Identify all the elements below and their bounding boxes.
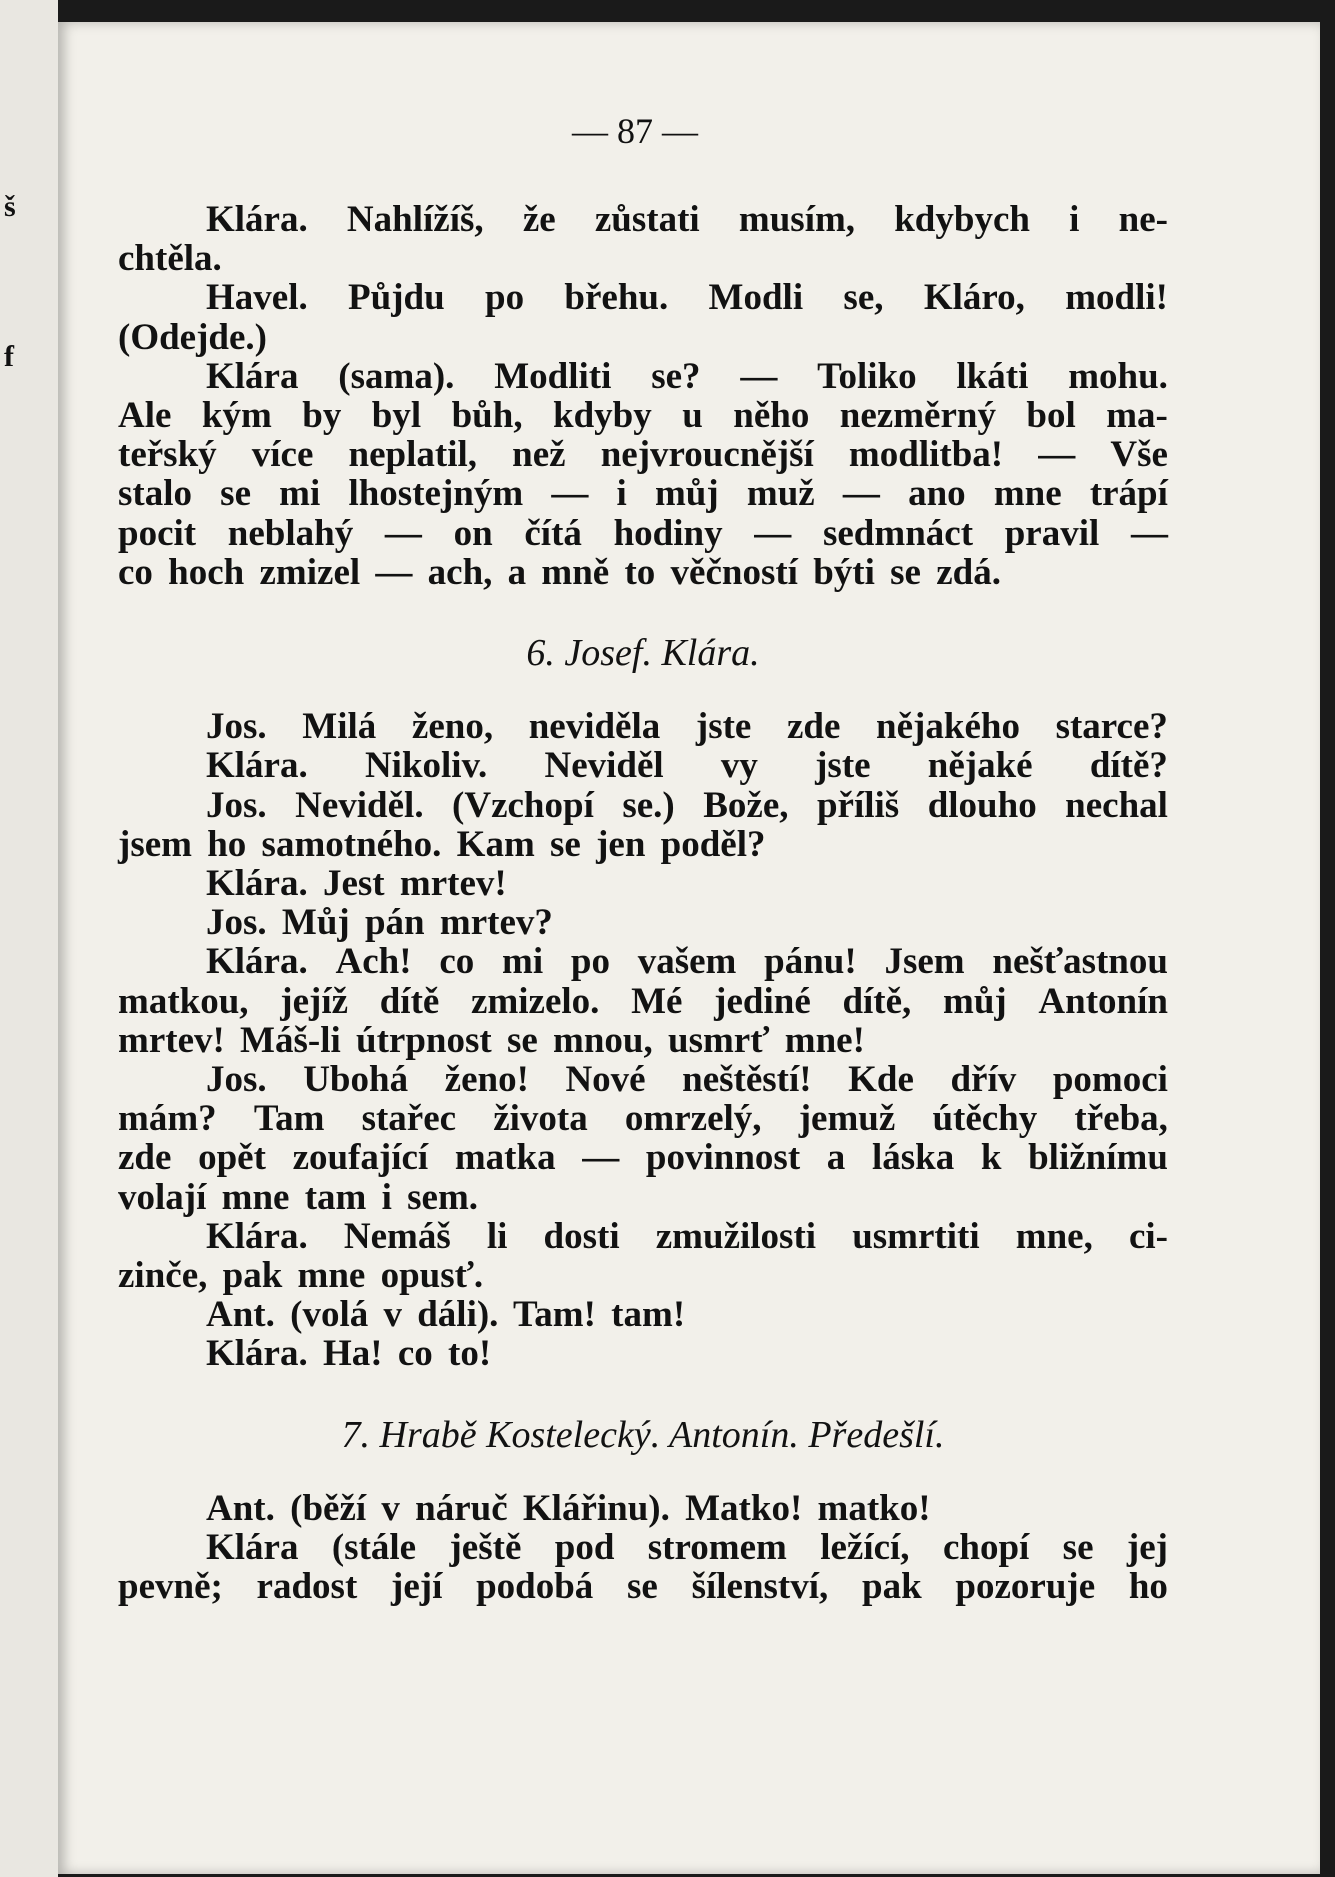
dialogue-block xyxy=(118,707,1168,1373)
text-line: volají mne tam i sem. xyxy=(118,1176,479,1218)
dialogue-block xyxy=(118,1489,1168,1607)
text-line: chtěla. xyxy=(118,238,222,280)
text-line: Klára. Nahlížíš, že zůstati musím, kdybych i ne- xyxy=(206,199,1168,240)
text-line: Klára. Nemáš li dosti zmužilosti usmrtiti mne, ci- xyxy=(206,1215,1168,1257)
text-line: Jos. Milá ženo, neviděla jste zde nějakého starce? xyxy=(206,706,1168,748)
text-line: Klára (sama). Modliti se? — Toliko lkáti mohu. xyxy=(206,355,1168,397)
text-line: pocit neblahý — on čítá hodiny — sedmnáct pravil — xyxy=(118,512,1168,554)
text-line: Klára (stále ještě pod stromem ležící, chopí se jej xyxy=(206,1527,1168,1569)
page-number: — 87 — xyxy=(572,111,698,151)
text-line: (Odejde.) xyxy=(118,316,267,358)
text-line: teřský více neplatil, než nejvroucnější modlitba! — Vše xyxy=(118,434,1168,476)
text-line: mám? Tam stařec života omrzelý, jemuž útěchy třeba, xyxy=(118,1098,1168,1140)
text-line: Jos. Můj pán mrtev? xyxy=(206,902,553,944)
text-line: co hoch zmizel — ach, a mně to věčností býti se zdá. xyxy=(118,551,1001,593)
text-line: pevně; radost její podobá se šílenství, pak pozoruje ho xyxy=(118,1566,1168,1608)
text-line: Klára. Nikoliv. Neviděl vy jste nějaké dítě? xyxy=(206,745,1168,787)
text-line: Jos. Neviděl. (Vzchopí se.) Bože, příliš dlouho nechal xyxy=(206,784,1168,826)
page-text xyxy=(118,200,1168,1607)
text-line: Klára. Ha! co to! xyxy=(206,1333,492,1375)
margin-mark: š xyxy=(4,190,16,223)
left-page-edge xyxy=(0,0,58,1877)
margin-mark: f xyxy=(4,340,14,373)
dialogue-block xyxy=(118,200,1168,592)
text-line: Klára. Jest mrtev! xyxy=(206,863,507,905)
text-line: jsem ho samotného. Kam se jen poděl? xyxy=(118,823,766,865)
text-line: stalo se mi lhostejným — i můj muž — ano mne trápí xyxy=(118,473,1168,515)
text-line: matkou, jejíž dítě zmizelo. Mé jediné dítě, můj Antonín xyxy=(118,980,1168,1022)
scene-heading: 6. Josef. Klára. xyxy=(526,632,760,675)
scene-heading: 7. Hrabě Kostelecký. Antonín. Předešlí. xyxy=(341,1413,945,1456)
text-line: zde opět zoufající matka — povinnost a láska k bližnímu xyxy=(118,1137,1168,1179)
text-line: Ale kým by byl bůh, kdyby u něho nezměrný bol ma- xyxy=(118,395,1168,437)
text-line: Klára. Ach! co mi po vašem pánu! Jsem nešťastnou xyxy=(206,941,1168,983)
text-line: Ant. (běží v náruč Klářinu). Matko! matko! xyxy=(206,1487,931,1529)
text-line: mrtev! Máš-li útrpnost se mnou, usmrť mne! xyxy=(118,1019,865,1061)
text-line: zinče, pak mne opusť. xyxy=(118,1255,484,1297)
text-line: Jos. Ubohá ženo! Nové neštěstí! Kde dřív pomoci xyxy=(206,1059,1168,1101)
text-line: Ant. (volá v dáli). Tam! tam! xyxy=(206,1294,686,1336)
text-line: Havel. Půjdu po břehu. Modli se, Kláro, modli! xyxy=(206,277,1168,319)
